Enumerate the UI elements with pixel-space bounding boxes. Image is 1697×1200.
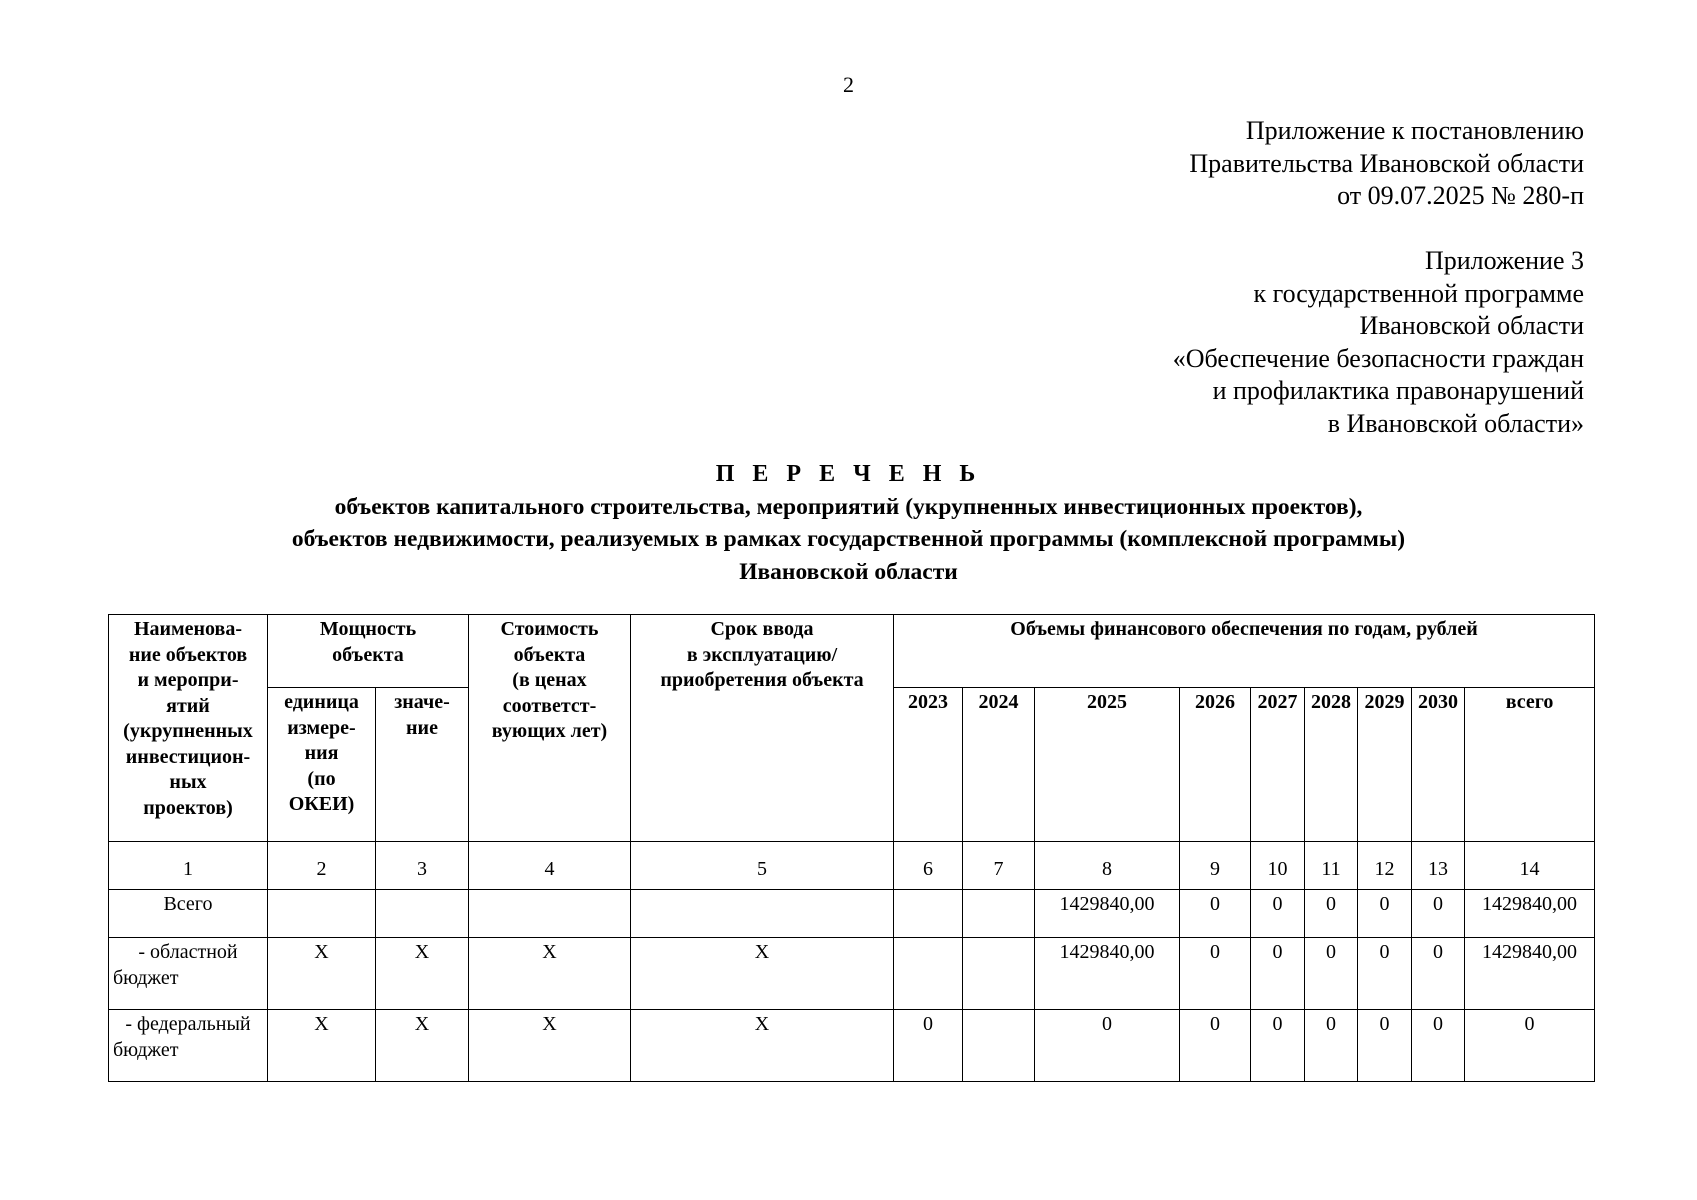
header-year-2026: 2026 <box>1180 688 1251 842</box>
appendix-program-line: к государственной программе <box>1253 278 1584 308</box>
table-cell <box>894 890 963 938</box>
table-cell: 0 <box>1412 938 1465 1010</box>
table-cell <box>268 890 376 938</box>
table-cell: 1429840,00 <box>1035 890 1180 938</box>
document-title <box>0 458 1697 588</box>
row-label: Всего <box>109 890 268 938</box>
table-cell: 0 <box>1412 890 1465 938</box>
table-cell: 0 <box>1358 938 1412 1010</box>
header-year-2023: 2023 <box>894 688 963 842</box>
column-number: 11 <box>1305 842 1358 890</box>
table-cell: 1429840,00 <box>1465 938 1595 1010</box>
table-cell <box>376 890 469 938</box>
appendix-program-line: Приложение 3 <box>1424 246 1584 275</box>
title-line: объектов капитального строительства, мероприятий (укрупненных инвестиционных проектов), <box>334 493 1363 520</box>
table-row-regional-budget <box>109 938 1595 1010</box>
column-number: 10 <box>1251 842 1305 890</box>
table-cell: 0 <box>1180 890 1251 938</box>
column-number: 12 <box>1358 842 1412 890</box>
table-cell: 0 <box>1305 1010 1358 1082</box>
column-number-row <box>109 842 1595 890</box>
column-number: 8 <box>1035 842 1180 890</box>
column-number: 3 <box>376 842 469 890</box>
table-cell: 0 <box>1035 1010 1180 1082</box>
table-row-federal-budget <box>109 1010 1595 1082</box>
table-cell <box>894 938 963 1010</box>
appendix-program-line: и профилактика правонарушений <box>1212 376 1584 405</box>
header-year-2027: 2027 <box>1251 688 1305 842</box>
appendix-decree-line: Приложение к постановлению <box>1245 116 1584 145</box>
column-number: 7 <box>963 842 1035 890</box>
column-number: 13 <box>1412 842 1465 890</box>
table-cell: 0 <box>1251 1010 1305 1082</box>
row-label: - областной бюджет <box>109 938 268 1010</box>
header-row-1 <box>109 615 1595 688</box>
header-funding: Объемы финансового обеспечения по годам, рублей <box>894 615 1595 688</box>
header-year-2028: 2028 <box>1305 688 1358 842</box>
table-cell: 0 <box>1251 938 1305 1010</box>
table-cell <box>963 938 1035 1010</box>
table-cell: 1429840,00 <box>1035 938 1180 1010</box>
table-row-total <box>109 890 1595 938</box>
table-cell: 0 <box>1305 938 1358 1010</box>
page-number: 2 <box>843 72 854 97</box>
table-cell <box>631 890 894 938</box>
column-number: 5 <box>631 842 894 890</box>
header-year-2024: 2024 <box>963 688 1035 842</box>
table-cell <box>469 890 631 938</box>
header-cost: Стоимость объекта (в ценах соответст- вующих лет) <box>469 615 631 842</box>
table-cell: 0 <box>1358 890 1412 938</box>
header-year-2030: 2030 <box>1412 688 1465 842</box>
header-name: Наименова- ние объектов и меропри- ятий (укрупненных инвестицион- ных проектов) <box>109 615 268 842</box>
table-cell: 0 <box>1465 1010 1595 1082</box>
table-cell: 0 <box>1251 890 1305 938</box>
table-cell: 0 <box>1412 1010 1465 1082</box>
header-deadline: Срок ввода в эксплуатацию/ приобретения объекта <box>631 615 894 842</box>
appendix-program-line: в Ивановской области» <box>1327 408 1584 438</box>
table-cell: Х <box>631 1010 894 1082</box>
table-cell: Х <box>268 938 376 1010</box>
table-cell: 0 <box>1305 890 1358 938</box>
header-value: значе- ние <box>376 688 469 842</box>
column-number: 9 <box>1180 842 1251 890</box>
header-capacity: Мощность объекта <box>268 615 469 688</box>
appendix-program-header <box>1173 245 1584 440</box>
table-cell: Х <box>376 1010 469 1082</box>
appendix-program-line: «Обеспечение безопасности граждан <box>1172 343 1584 373</box>
table-cell: 1429840,00 <box>1465 890 1595 938</box>
header-year-2029: 2029 <box>1358 688 1412 842</box>
header-year-2025: 2025 <box>1035 688 1180 842</box>
table-cell: 0 <box>894 1010 963 1082</box>
header-unit: единица измере- ния (по ОКЕИ) <box>268 688 376 842</box>
title-line: Ивановской области <box>739 558 958 585</box>
row-label: - федеральный бюджет <box>109 1010 268 1082</box>
table-cell <box>963 890 1035 938</box>
table-cell <box>963 1010 1035 1082</box>
appendix-decree-line: Правительства Ивановской области <box>1189 148 1584 178</box>
column-number: 1 <box>109 842 268 890</box>
table-cell: 0 <box>1180 938 1251 1010</box>
title-main: П Е Р Е Ч Е Н Ь <box>715 461 982 487</box>
appendix-program-line: Ивановской области <box>1359 311 1584 340</box>
table-cell: 0 <box>1180 1010 1251 1082</box>
column-number: 4 <box>469 842 631 890</box>
header-total: всего <box>1465 688 1595 842</box>
appendix-decree-line: от 09.07.2025 № 280-п <box>1337 181 1584 210</box>
column-number: 14 <box>1465 842 1595 890</box>
column-number: 2 <box>268 842 376 890</box>
table-cell: Х <box>631 938 894 1010</box>
table-cell: Х <box>268 1010 376 1082</box>
column-number: 6 <box>894 842 963 890</box>
table-cell: Х <box>469 1010 631 1082</box>
title-line: объектов недвижимости, реализуемых в рамках государственной программы (комплексной программы) <box>291 526 1406 552</box>
appendix-decree-header <box>1189 115 1584 213</box>
table-cell: Х <box>469 938 631 1010</box>
table-cell: 0 <box>1358 1010 1412 1082</box>
financing-table <box>108 614 1595 1082</box>
table-cell: Х <box>376 938 469 1010</box>
